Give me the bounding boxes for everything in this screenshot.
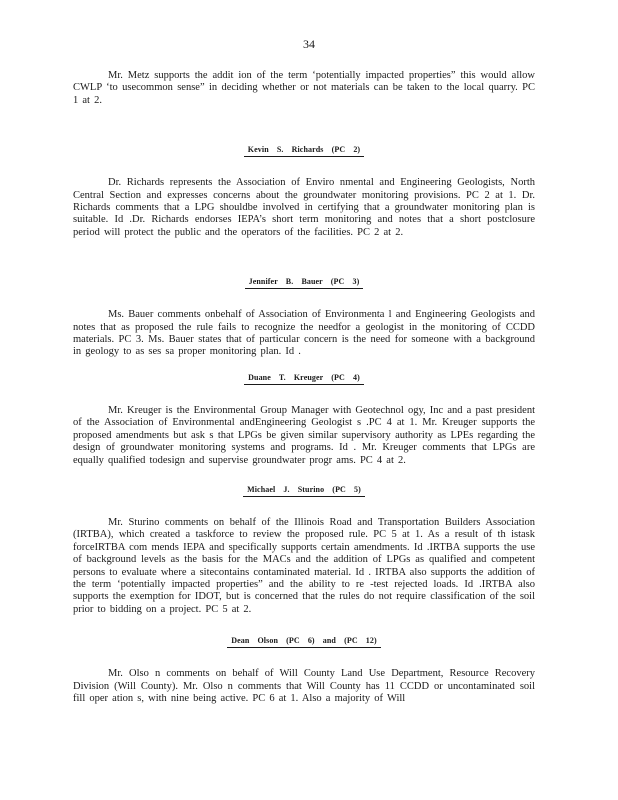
section-heading-bauer [73, 277, 535, 289]
paragraph-kreuger: Mr. Kreuger is the Environmental Group Manager with Geotechnol ogy, Inc and a past president of the Association of Environmental andEngineering Geologist s .PC 4 at 1. Mr. Kreuger supports the proposed amendments but ask s that LPGs be given similar supervisory authority as LPEs regarding the design of groundwater monitoring systems and programs. Id . Mr. Kreuger comments that LPGs are equally qualified todesign and supervise groundwater progr ams. PC 4 at 2. [73, 404, 535, 466]
heading-text: Jennifer B. Bauer (PC 3) [245, 277, 364, 289]
section-heading-kreuger [73, 373, 535, 385]
heading-text: Dean Olson (PC 6) and (PC 12) [227, 636, 381, 648]
paragraph-bauer: Ms. Bauer comments onbehalf of Association of Environmenta l and Engineering Geologists and notes that as proposed the rule fails to recognize the needfor a geologist in the monitoring of CCDD materials. PC 3. Ms. Bauer states that of particular concern is the need for someone with a background in geology to as ses sa proper monitoring plan. Id . [73, 309, 535, 358]
paragraph-richards: Dr. Richards represents the Association of Enviro nmental and Engineering Geologists, North Central Section and expresses concerns about the groundwater monitoring provisions. PC 2 at 1. Dr. Richards comments that a LPG shouldbe involved in certifying that a groundwater monitoring plan is suitable. Id .Dr. Richards endorses IEPA’s short term monitoring and notes that a short postclosure period will protect the public and the operators of the facilities. PC 2 at 2. [73, 177, 535, 238]
document-body [73, 70, 535, 705]
heading-text: Duane T. Kreuger (PC 4) [244, 373, 364, 385]
paragraph-olson: Mr. Olso n comments on behalf of Will County Land Use Department, Resource Recovery Division (Will County). Mr. Olso n comments that Will County has 11 CCDD or uncontaminated soil fill oper ation s, with nine being active. PC 6 at 1. Also a majority of Will [73, 668, 535, 704]
heading-text: Michael J. Sturino (PC 5) [243, 485, 365, 497]
section-heading-olson [73, 636, 535, 648]
section-heading-richards [73, 145, 535, 157]
paragraph-metz: Mr. Metz supports the addit ion of the term ‘potentially impacted properties” this would allow CWLP ‘to usecommon sense” in deciding whether or not materials can be taken to the local quarry. PC 1 at 2. [73, 70, 535, 106]
section-heading-sturino [73, 485, 535, 497]
heading-text: Kevin S. Richards (PC 2) [244, 145, 364, 157]
page-number: 34 [303, 37, 315, 51]
paragraph-sturino: Mr. Sturino comments on behalf of the Illinois Road and Transportation Builders Association (IRTBA), which created a taskforce to review the proposed rule. PC 5 at 1. As a result of th istask forceIRTBA com mends IEPA and specifically supports certain amendments. Id .IRTBA supports the use of background levels as the basis for the MACs and the addition of LPGs as qualified and competent persons to evaluate where a sitecontains contaminated material. Id . IRTBA also supports the addition of the term ‘potentially impacted properties” and the ability to re -test rejected loads. Id .IRTBA also supports the exemption for IDOT, but is concerned that the rules do not require classification of the soil prior to bidding on a project. PC 5 at 2. [73, 516, 535, 615]
